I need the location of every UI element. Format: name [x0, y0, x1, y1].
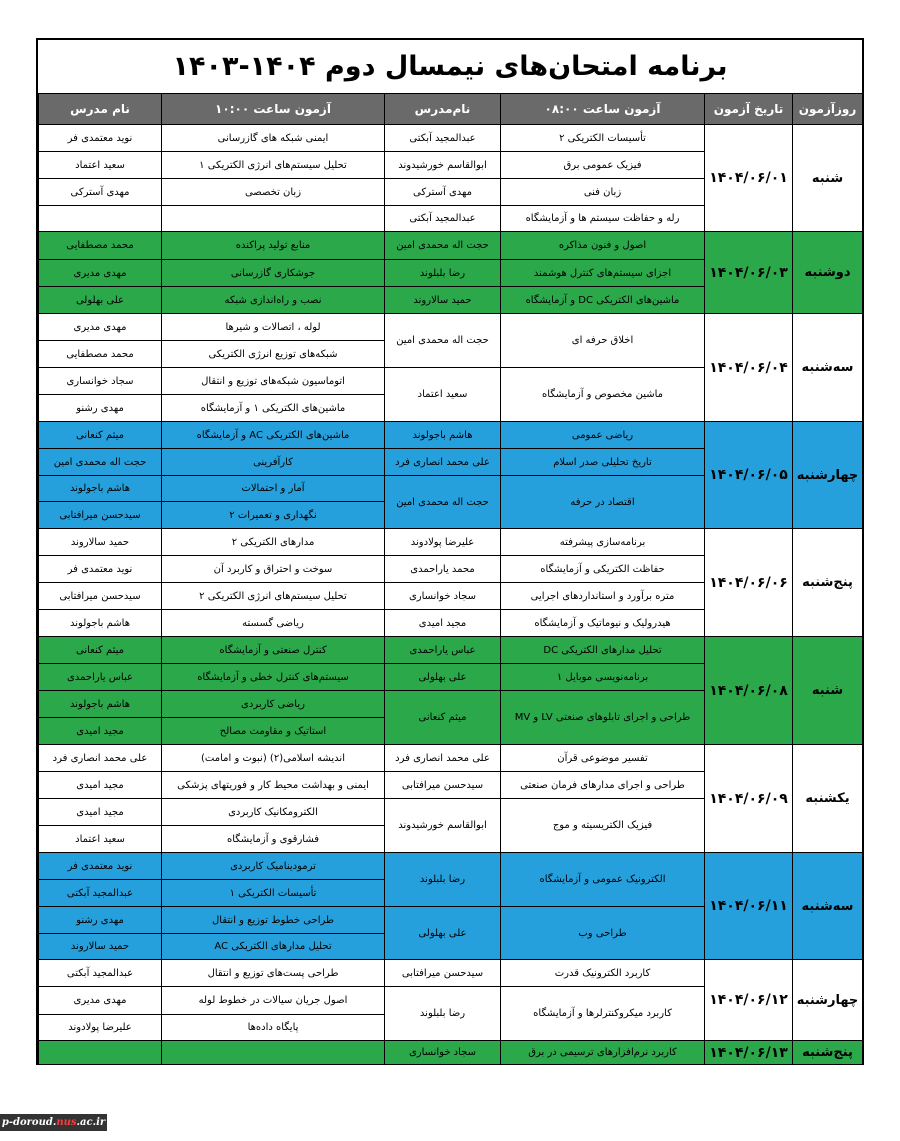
teacher-10am [39, 206, 162, 232]
teacher-8am: ابوالقاسم خورشیدوند [385, 152, 501, 179]
exam-10am: جوشکاری گازرسانی [162, 260, 385, 287]
exam-row [39, 960, 863, 987]
exam-8am: برنامه‌نویسی موبایل ۱ [501, 664, 705, 691]
exam-8am: اصول و فنون مذاکره [501, 232, 705, 260]
exam-day: یکشنبه [793, 745, 863, 853]
exam-8am: تحلیل مدارهای الکتریکی DC [501, 637, 705, 664]
teacher-8am: سجاد خوانساری [385, 1041, 501, 1065]
header-exam-8: آزمون ساعت ۰۸:۰۰ [501, 94, 705, 125]
exam-10am: زبان تخصصی [162, 179, 385, 206]
exam-row [39, 125, 863, 152]
teacher-8am: حجت اله محمدی امین [385, 476, 501, 529]
exam-8am: تاریخ تحلیلی صدر اسلام [501, 449, 705, 476]
exam-8am: هیدرولیک و نیوماتیک و آزمایشگاه [501, 610, 705, 637]
exam-8am: اقتصاد در حرفه [501, 476, 705, 529]
teacher-10am: سعید اعتماد [39, 152, 162, 179]
teacher-8am: علی محمد انصاری فرد [385, 449, 501, 476]
teacher-8am: محمد یاراحمدی [385, 556, 501, 583]
exam-8am: طراحی و اجرای تابلوهای صنعتی LV و MV [501, 691, 705, 745]
exam-10am: نصب و راه‌اندازی شبکه [162, 287, 385, 314]
teacher-10am: سیدحسن میرافتابی [39, 502, 162, 529]
exam-day: شنبه [793, 637, 863, 745]
exam-8am: برنامه‌سازی پیشرفته [501, 529, 705, 556]
exam-day: سه‌شنبه [793, 853, 863, 960]
teacher-8am: حمید سالاروند [385, 287, 501, 314]
exam-10am: استاتیک و مقاومت مصالح [162, 718, 385, 745]
teacher-8am: علیرضا پولادوند [385, 529, 501, 556]
exam-day: پنج‌شنبه [793, 1041, 863, 1065]
teacher-10am: سیدحسن میرافتابی [39, 583, 162, 610]
exam-10am: پایگاه داده‌ها [162, 1015, 385, 1041]
teacher-8am: رضا بلبلوند [385, 987, 501, 1041]
teacher-8am: رضا بلبلوند [385, 853, 501, 907]
teacher-8am: علی محمد انصاری فرد [385, 745, 501, 772]
exam-8am: کاربرد نرم‌افزارهای ترسیمی در برق [501, 1041, 705, 1065]
teacher-8am: سعید اعتماد [385, 368, 501, 422]
exam-row [39, 314, 863, 341]
exam-8am: ریاضی عمومی [501, 422, 705, 449]
exam-10am: فشارقوی و آزمایشگاه [162, 826, 385, 853]
exam-row [39, 853, 863, 880]
exam-8am: تفسیر موضوعی قرآن [501, 745, 705, 772]
teacher-8am: سیدحسن میرافتابی [385, 772, 501, 799]
teacher-10am: سعید اعتماد [39, 826, 162, 853]
exam-date: ۱۴۰۴/۰۶/۰۴ [705, 314, 793, 422]
exam-row [39, 745, 863, 772]
exam-10am: الکترومکانیک کاربردی [162, 799, 385, 826]
exam-10am [162, 206, 385, 232]
exam-day: پنج‌شنبه [793, 529, 863, 637]
teacher-10am: حمید سالاروند [39, 529, 162, 556]
exam-10am: اصول جریان سیالات در خطوط لوله [162, 987, 385, 1015]
exam-date: ۱۴۰۴/۰۶/۰۳ [705, 232, 793, 314]
teacher-8am: هاشم باجولوند [385, 422, 501, 449]
teacher-8am: عبدالمجید آبکتی [385, 206, 501, 232]
teacher-10am: عبدالمجید آبکتی [39, 960, 162, 987]
exam-10am: نگهداری و تعمیرات ۲ [162, 502, 385, 529]
exam-10am: طراحی پست‌های توزیع و انتقال [162, 960, 385, 987]
teacher-8am: حجت اله محمدی امین [385, 314, 501, 368]
site-watermark [0, 1114, 107, 1131]
teacher-8am: سیدحسن میرافتابی [385, 960, 501, 987]
exam-date: ۱۴۰۴/۰۶/۰۵ [705, 422, 793, 529]
teacher-8am: مجید امیدی [385, 610, 501, 637]
teacher-10am: مجید امیدی [39, 718, 162, 745]
exam-8am: طراحی وب [501, 907, 705, 960]
teacher-10am: حمید سالاروند [39, 934, 162, 960]
exam-8am: کاربرد میکروکنترلرها و آزمایشگاه [501, 987, 705, 1041]
teacher-10am: نوید معتمدی فر [39, 556, 162, 583]
header-exam-10: آزمون ساعت ۱۰:۰۰ [162, 94, 385, 125]
exam-row [39, 232, 863, 260]
exam-10am [162, 1041, 385, 1065]
exam-8am: اجزای سیستم‌های کنترل هوشمند [501, 260, 705, 287]
exam-date: ۱۴۰۴/۰۶/۱۲ [705, 960, 793, 1041]
teacher-8am: حجت اله محمدی امین [385, 232, 501, 260]
exam-10am: اندیشه اسلامی(۲) (نبوت و امامت) [162, 745, 385, 772]
teacher-10am: هاشم باجولوند [39, 691, 162, 718]
teacher-10am: محمد مصطفایی [39, 232, 162, 260]
exam-date: ۱۴۰۴/۰۶/۱۱ [705, 853, 793, 960]
watermark-prefix: p-doroud. [1, 1117, 57, 1128]
exam-row [39, 1041, 863, 1065]
teacher-10am: مجید امیدی [39, 799, 162, 826]
teacher-10am: مهدی رشنو [39, 907, 162, 934]
teacher-8am: علی بهلولی [385, 664, 501, 691]
exam-8am: زبان فنی [501, 179, 705, 206]
schedule-body [39, 125, 863, 1065]
teacher-10am: مهدی آسترکی [39, 179, 162, 206]
teacher-10am: میثم کنعانی [39, 422, 162, 449]
exam-date: ۱۴۰۴/۰۶/۰۱ [705, 125, 793, 232]
exam-8am: متره برآورد و استانداردهای اجرایی [501, 583, 705, 610]
teacher-8am: عبدالمجید آبکتی [385, 125, 501, 152]
teacher-10am: هاشم باجولوند [39, 476, 162, 502]
exam-day: سه‌شنبه [793, 314, 863, 422]
exam-10am: کنترل صنعتی و آزمایشگاه [162, 637, 385, 664]
teacher-8am: عباس یاراحمدی [385, 637, 501, 664]
teacher-10am: هاشم باجولوند [39, 610, 162, 637]
exam-10am: مدارهای الکتریکی ۲ [162, 529, 385, 556]
teacher-10am: عبدالمجید آبکتی [39, 880, 162, 907]
exam-day: دوشنبه [793, 232, 863, 314]
exam-10am: تحلیل سیستم‌های انرژی الکتریکی ۲ [162, 583, 385, 610]
page-title: برنامه امتحان‌های نیمسال دوم ۱۴۰۴-۱۴۰۳ [172, 51, 728, 82]
exam-10am: لوله ، اتصالات و شیرها [162, 314, 385, 341]
exam-10am: تحلیل سیستم‌های انرژی الکتریکی ۱ [162, 152, 385, 179]
exam-8am: رله و حفاظت سیستم ها و آزمایشگاه [501, 206, 705, 232]
exam-10am: ریاضی گسسته [162, 610, 385, 637]
teacher-10am: میثم کنعانی [39, 637, 162, 664]
watermark-mid: nus [56, 1117, 77, 1128]
exam-10am: ایمنی و بهداشت محیط کار و فوریتهای پزشکی [162, 772, 385, 799]
teacher-10am: علی محمد انصاری فرد [39, 745, 162, 772]
exam-10am: ماشین‌های الکتریکی AC و آزمایشگاه [162, 422, 385, 449]
exam-10am: آمار و احتمالات [162, 476, 385, 502]
teacher-10am: مهدی مدیری [39, 987, 162, 1015]
exam-date: ۱۴۰۴/۰۶/۱۳ [705, 1041, 793, 1065]
exam-8am: فیزیک عمومی برق [501, 152, 705, 179]
teacher-8am: مهدی آسترکی [385, 179, 501, 206]
exam-10am: سیستم‌های کنترل خطی و آزمایشگاه [162, 664, 385, 691]
teacher-10am: عباس یاراحمدی [39, 664, 162, 691]
exam-row [39, 422, 863, 449]
exam-8am: کاربرد الکترونیک قدرت [501, 960, 705, 987]
teacher-8am: میثم کنعانی [385, 691, 501, 745]
teacher-10am: مهدی مدیری [39, 260, 162, 287]
exam-row [39, 529, 863, 556]
teacher-10am: مجید امیدی [39, 772, 162, 799]
header-teacher-8: نام‌مدرس [385, 94, 501, 125]
exam-10am: ایمنی شبکه های گازرسانی [162, 125, 385, 152]
teacher-8am: سجاد خوانساری [385, 583, 501, 610]
header-day: روزآزمون [793, 94, 863, 125]
exam-day: شنبه [793, 125, 863, 232]
teacher-8am: رضا بلبلوند [385, 260, 501, 287]
exam-8am: تأسیسات الکتریکی ۲ [501, 125, 705, 152]
exam-date: ۱۴۰۴/۰۶/۰۶ [705, 529, 793, 637]
header-date: تاریخ آزمون [705, 94, 793, 125]
exam-10am: تأسیسات الکتریکی ۱ [162, 880, 385, 907]
exam-10am: سوخت و احتراق و کاربرد آن [162, 556, 385, 583]
teacher-10am: سجاد خوانساری [39, 368, 162, 395]
exam-8am: ماشین‌های الکتریکی DC و آزمایشگاه [501, 287, 705, 314]
header-teacher-10: نام مدرس [39, 94, 162, 125]
teacher-10am: محمد مصطفایی [39, 341, 162, 368]
exam-10am: شبکه‌های توزیع انرژی الکتریکی [162, 341, 385, 368]
teacher-10am: علی بهلولی [39, 287, 162, 314]
exam-10am: تحلیل مدارهای الکتریکی AC [162, 934, 385, 960]
teacher-10am: حجت اله محمدی امین [39, 449, 162, 476]
exam-10am: طراحی خطوط توزیع و انتقال [162, 907, 385, 934]
exam-8am: حفاظت الکتریکی و آزمایشگاه [501, 556, 705, 583]
exam-day: چهارشنبه [793, 960, 863, 1041]
exam-8am: اخلاق حرفه ای [501, 314, 705, 368]
exam-10am: منابع تولید پراکنده [162, 232, 385, 260]
exam-8am: فیزیک الکتریسیته و موج [501, 799, 705, 853]
schedule-table [38, 93, 863, 1065]
teacher-10am: علیرضا پولادوند [39, 1015, 162, 1041]
exam-8am: طراحی و اجرای مدارهای فرمان صنعتی [501, 772, 705, 799]
exam-10am: کارآفرینی [162, 449, 385, 476]
header-row [39, 94, 863, 125]
exam-row [39, 637, 863, 664]
teacher-10am: مهدی مدیری [39, 314, 162, 341]
watermark-suffix: .ac.ir [76, 1117, 106, 1128]
teacher-8am: علی بهلولی [385, 907, 501, 960]
exam-10am: ریاضی کاربردی [162, 691, 385, 718]
teacher-10am: مهدی رشنو [39, 395, 162, 422]
exam-10am: ترمودینامیک کاربردی [162, 853, 385, 880]
exam-date: ۱۴۰۴/۰۶/۰۸ [705, 637, 793, 745]
exam-day: چهارشنبه [793, 422, 863, 529]
exam-10am: اتوماسیون شبکه‌های توزیع و انتقال [162, 368, 385, 395]
exam-schedule-sheet [36, 38, 864, 1065]
teacher-10am [39, 1041, 162, 1065]
exam-10am: ماشین‌های الکتریکی ۱ و آزمایشگاه [162, 395, 385, 422]
exam-date: ۱۴۰۴/۰۶/۰۹ [705, 745, 793, 853]
teacher-10am: نوید معتمدی فر [39, 125, 162, 152]
teacher-10am: نوید معتمدی فر [39, 853, 162, 880]
teacher-8am: ابوالقاسم خورشیدوند [385, 799, 501, 853]
exam-8am: ماشین مخصوص و آزمایشگاه [501, 368, 705, 422]
exam-8am: الکترونیک عمومی و آزمایشگاه [501, 853, 705, 907]
